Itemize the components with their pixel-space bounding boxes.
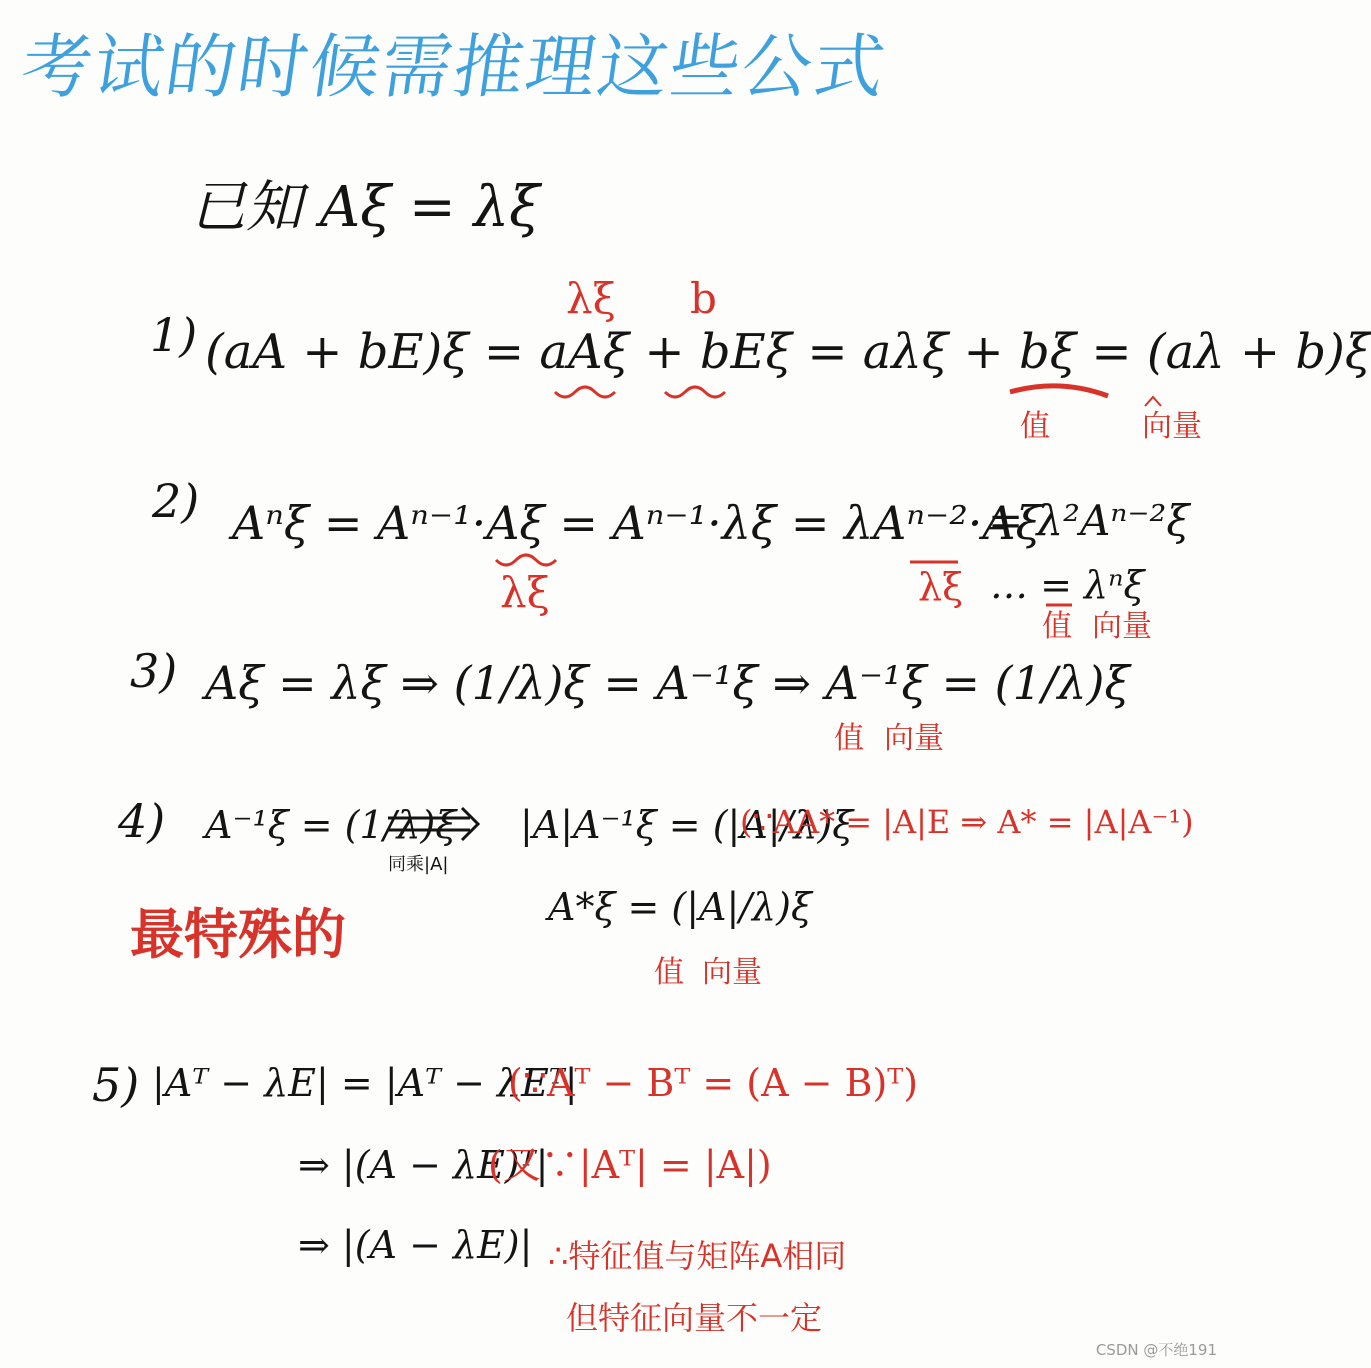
item-4-left: A⁻¹ξ = (1/λ)ξ [205, 803, 457, 847]
item-4-label-value: 值 [654, 955, 684, 990]
item-4-reason: (∵AA* = |A|E ⇒ A* = |A|A⁻¹) [740, 803, 1194, 841]
item-2-label-vector: 向量 [1092, 609, 1152, 644]
item-5-reason: (∵Aᵀ − Bᵀ = (A − B)ᵀ) [508, 1061, 919, 1105]
item-3-number: 3) [130, 644, 178, 698]
item-1-above-lambda: λξ [566, 274, 616, 323]
item-2-label-value: 值 [1042, 609, 1072, 644]
item-3-equation: Aξ = λξ ⇒ (1/λ)ξ = A⁻¹ξ ⇒ A⁻¹ξ = (1/λ)ξ [205, 656, 1130, 710]
item-1-label-value: 值 [1020, 409, 1050, 444]
item-1-above-b: b [690, 274, 717, 323]
item-4-line-2: A*ξ = (|A|/λ)ξ [548, 885, 812, 929]
item-4-arrow-label: 同乘|A| [388, 854, 449, 875]
item-3-label-vector: 向量 [884, 721, 944, 756]
item-4-right: |A|A⁻¹ξ = (|A|/λ)ξ [520, 803, 854, 847]
item-4-number: 4) [118, 794, 166, 848]
item-2-continuation: = λ²Aⁿ⁻²ξ [988, 496, 1190, 545]
item-4-label-vector: 向量 [702, 955, 762, 990]
item-5-reason-2: (又∵|Aᵀ| = |A|) [488, 1143, 772, 1187]
item-5-line-2: ⇒ |(A − λE)ᵀ| [298, 1143, 549, 1187]
item-5-conclusion-2: 但特征向量不一定 [566, 1299, 823, 1337]
given-statement: 已知 Aξ = λξ [190, 175, 540, 240]
item-5-conclusion-1: ∴特征值与矩阵A相同 [548, 1237, 847, 1275]
item-2-number: 2) [152, 474, 200, 528]
item-2-continuation-2: … = λⁿξ [990, 563, 1145, 607]
watermark: CSDN @不绝191 [1095, 1341, 1217, 1359]
item-2-below-2: λξ [918, 565, 964, 609]
item-1-number: 1) [150, 308, 198, 362]
item-1-equation: (aA + bE)ξ = aAξ + bEξ = aλξ + bξ = (aλ + b)ξ [205, 324, 1371, 380]
item-2-equation: Aⁿξ = Aⁿ⁻¹·Aξ = Aⁿ⁻¹·λξ = λAⁿ⁻²·Aξ [232, 496, 1041, 550]
item-5-equation: |Aᵀ − λE| = |Aᵀ − λEᵀ| [152, 1061, 578, 1105]
item-2-below-1: λξ [500, 568, 550, 617]
item-1-label-vector: 向量 [1142, 409, 1202, 444]
item-5-line-3: ⇒ |(A − λE)| [298, 1223, 533, 1267]
item-5-number: 5) [92, 1058, 140, 1112]
item-3-label-value: 值 [834, 721, 864, 756]
page-title: 考试的时候需推理这些公式 [16, 26, 892, 108]
special-note: 最特殊的 [130, 903, 346, 966]
